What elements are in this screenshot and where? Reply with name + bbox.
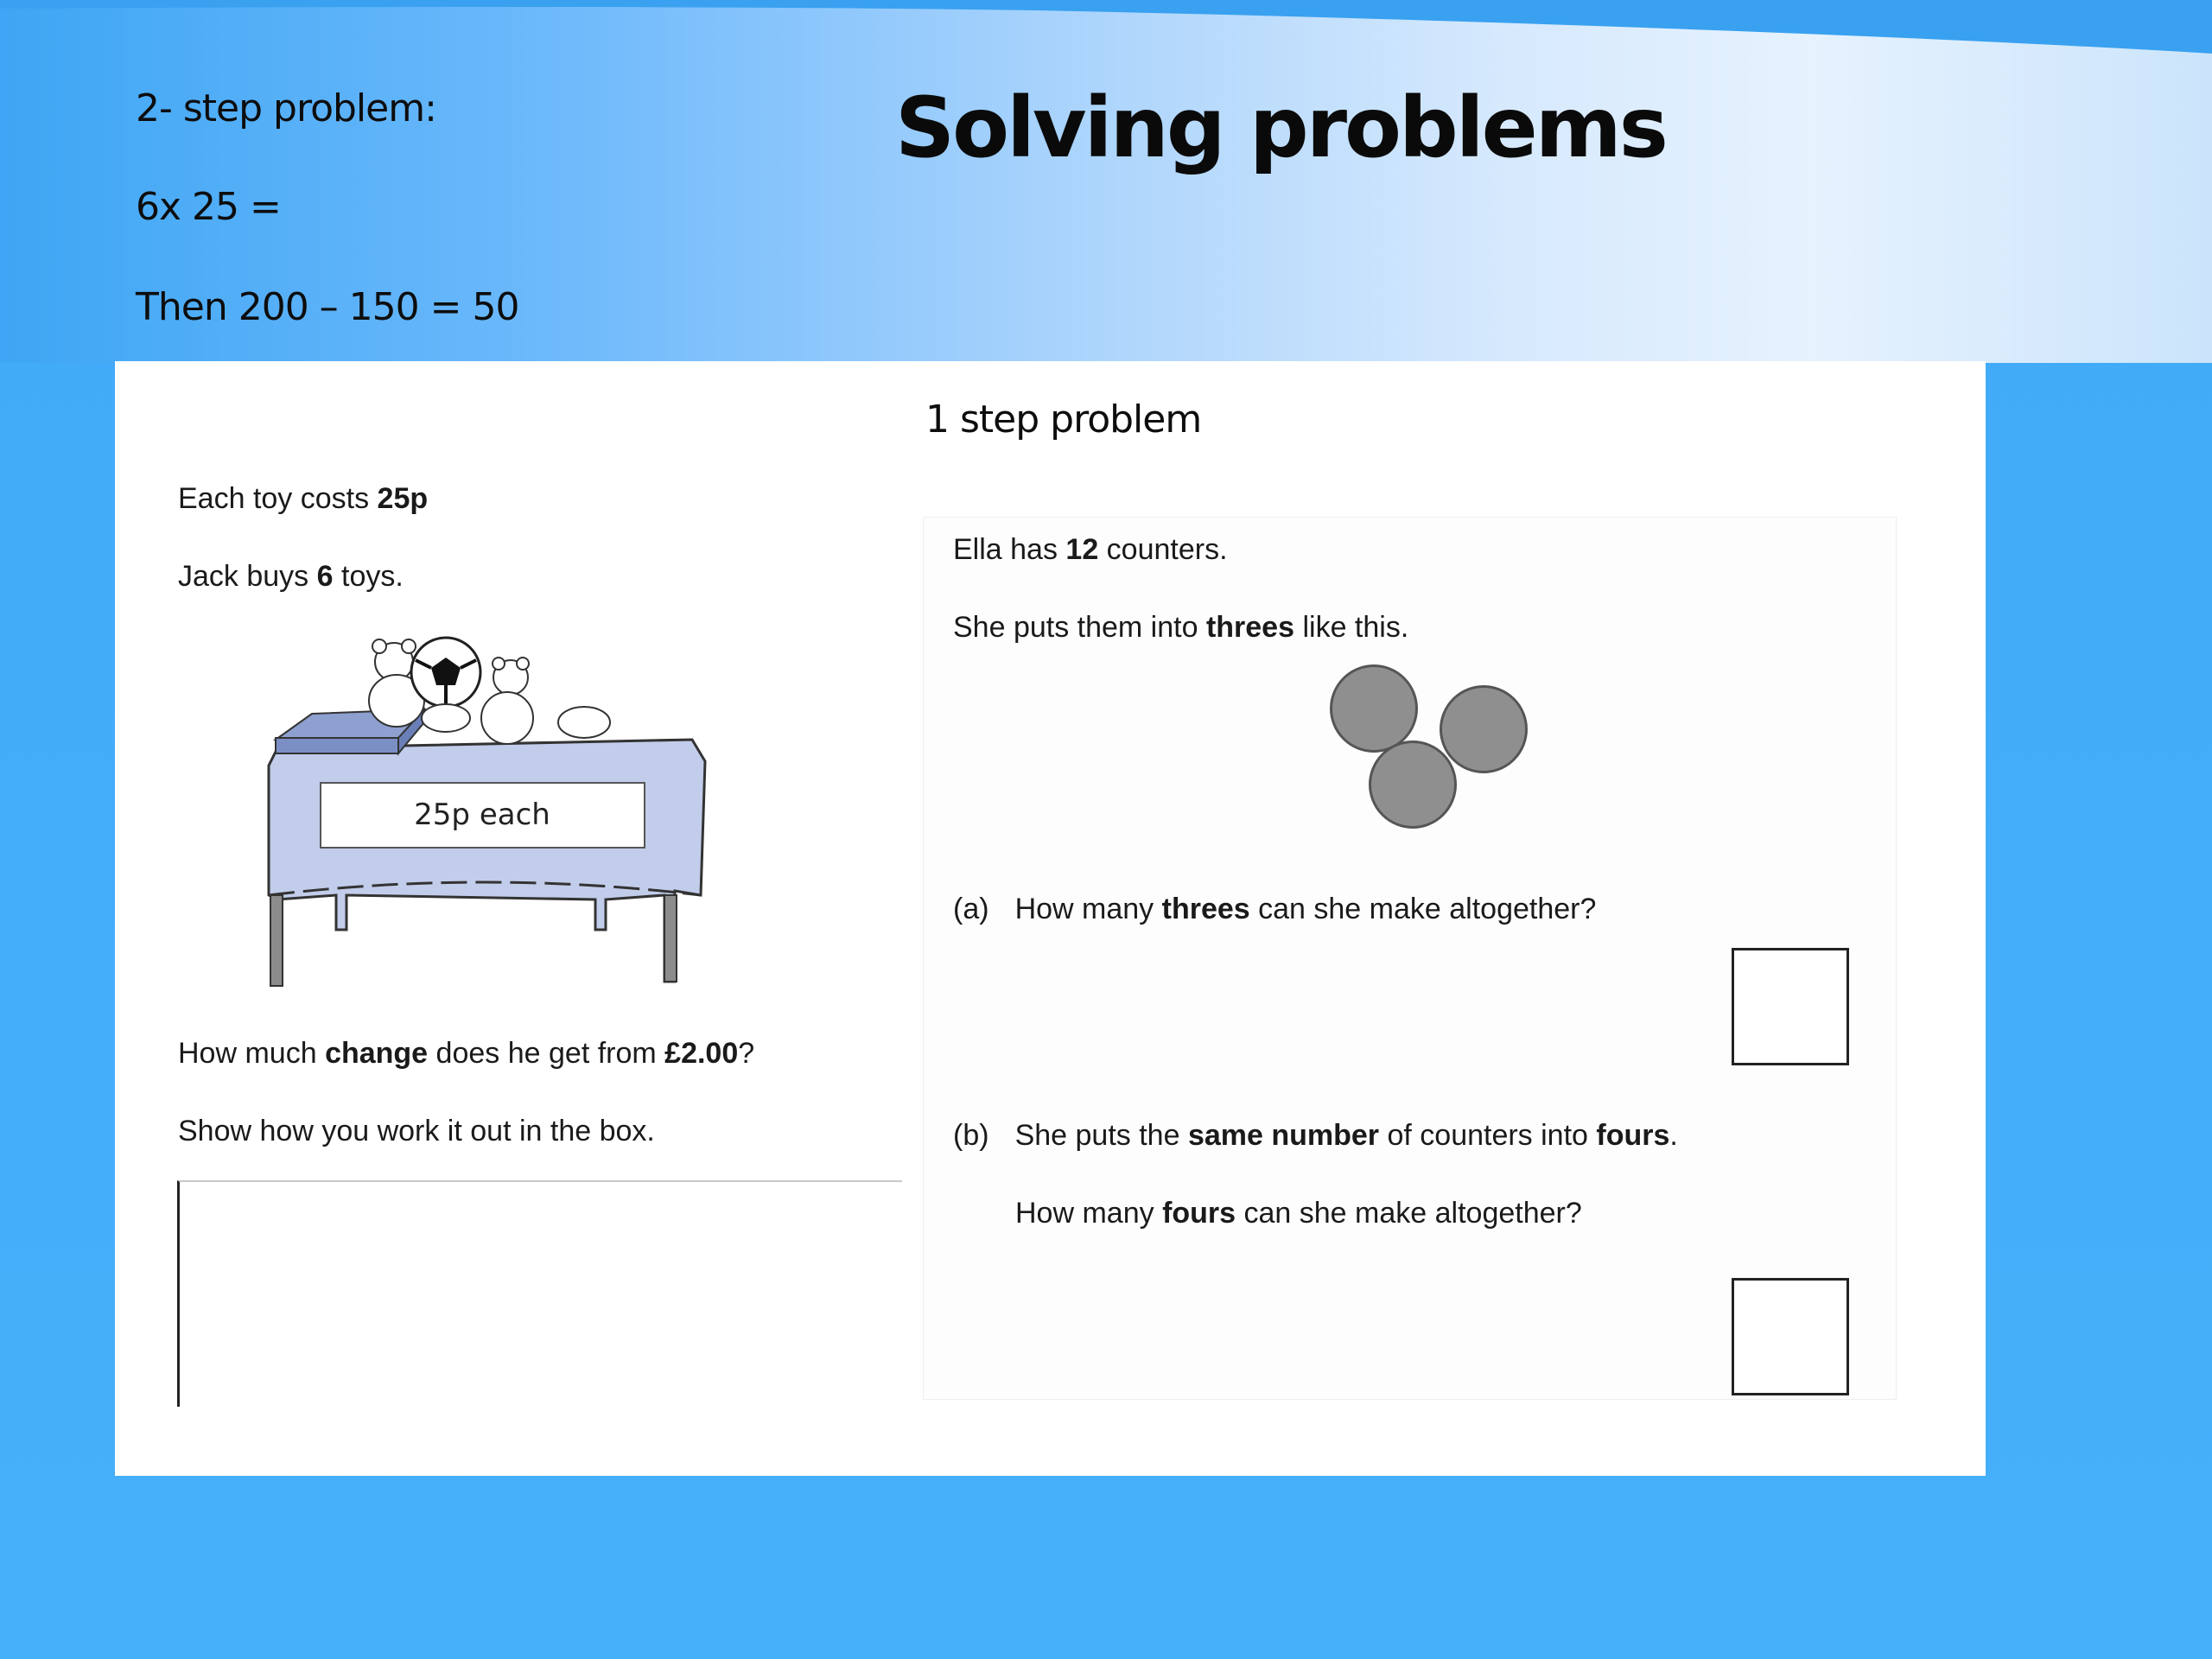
question-b: (b) She puts the same number of counters into fours. [953, 1119, 1678, 1152]
table-icon [269, 740, 705, 986]
work-instruction: Show how you work it out in the box. [178, 1115, 655, 1147]
question-a: (a) How many threes can she make altogether? [953, 893, 1597, 925]
worksheet-panel [115, 361, 1986, 1476]
toy-count-text: Jack buys 6 toys. [178, 560, 404, 593]
answer-box-a[interactable] [1732, 948, 1849, 1065]
question-b-ask: How many fours can she make altogether? [1015, 1197, 1582, 1230]
multiplication-step: 6x 25 = [136, 185, 281, 229]
two-step-label: 2- step problem: [136, 86, 436, 130]
change-question: How much change does he get from £2.00? [178, 1037, 755, 1070]
counter-circle [1369, 741, 1457, 829]
counters-problem-card [923, 517, 1897, 1400]
toy-cost-text: Each toy costs 25p [178, 482, 429, 515]
counters-total-text: Ella has 12 counters. [953, 533, 1228, 566]
answer-box-b[interactable] [1732, 1278, 1849, 1395]
sign [321, 783, 645, 848]
counter-circle [1330, 664, 1418, 753]
sign-text: 25p each [414, 798, 550, 832]
threes-description-text: She puts them into threes like this. [953, 611, 1409, 644]
top-wave-decoration [0, 0, 2212, 69]
one-step-heading: 1 step problem [925, 397, 1202, 442]
working-answer-box[interactable] [177, 1180, 902, 1407]
subtraction-step: Then 200 – 150 = 50 [136, 285, 519, 329]
slide-title: Solving problems [895, 79, 1666, 176]
counter-circle [1440, 685, 1528, 773]
toy-table-illustration [243, 636, 744, 1042]
football-icon [411, 638, 480, 732]
